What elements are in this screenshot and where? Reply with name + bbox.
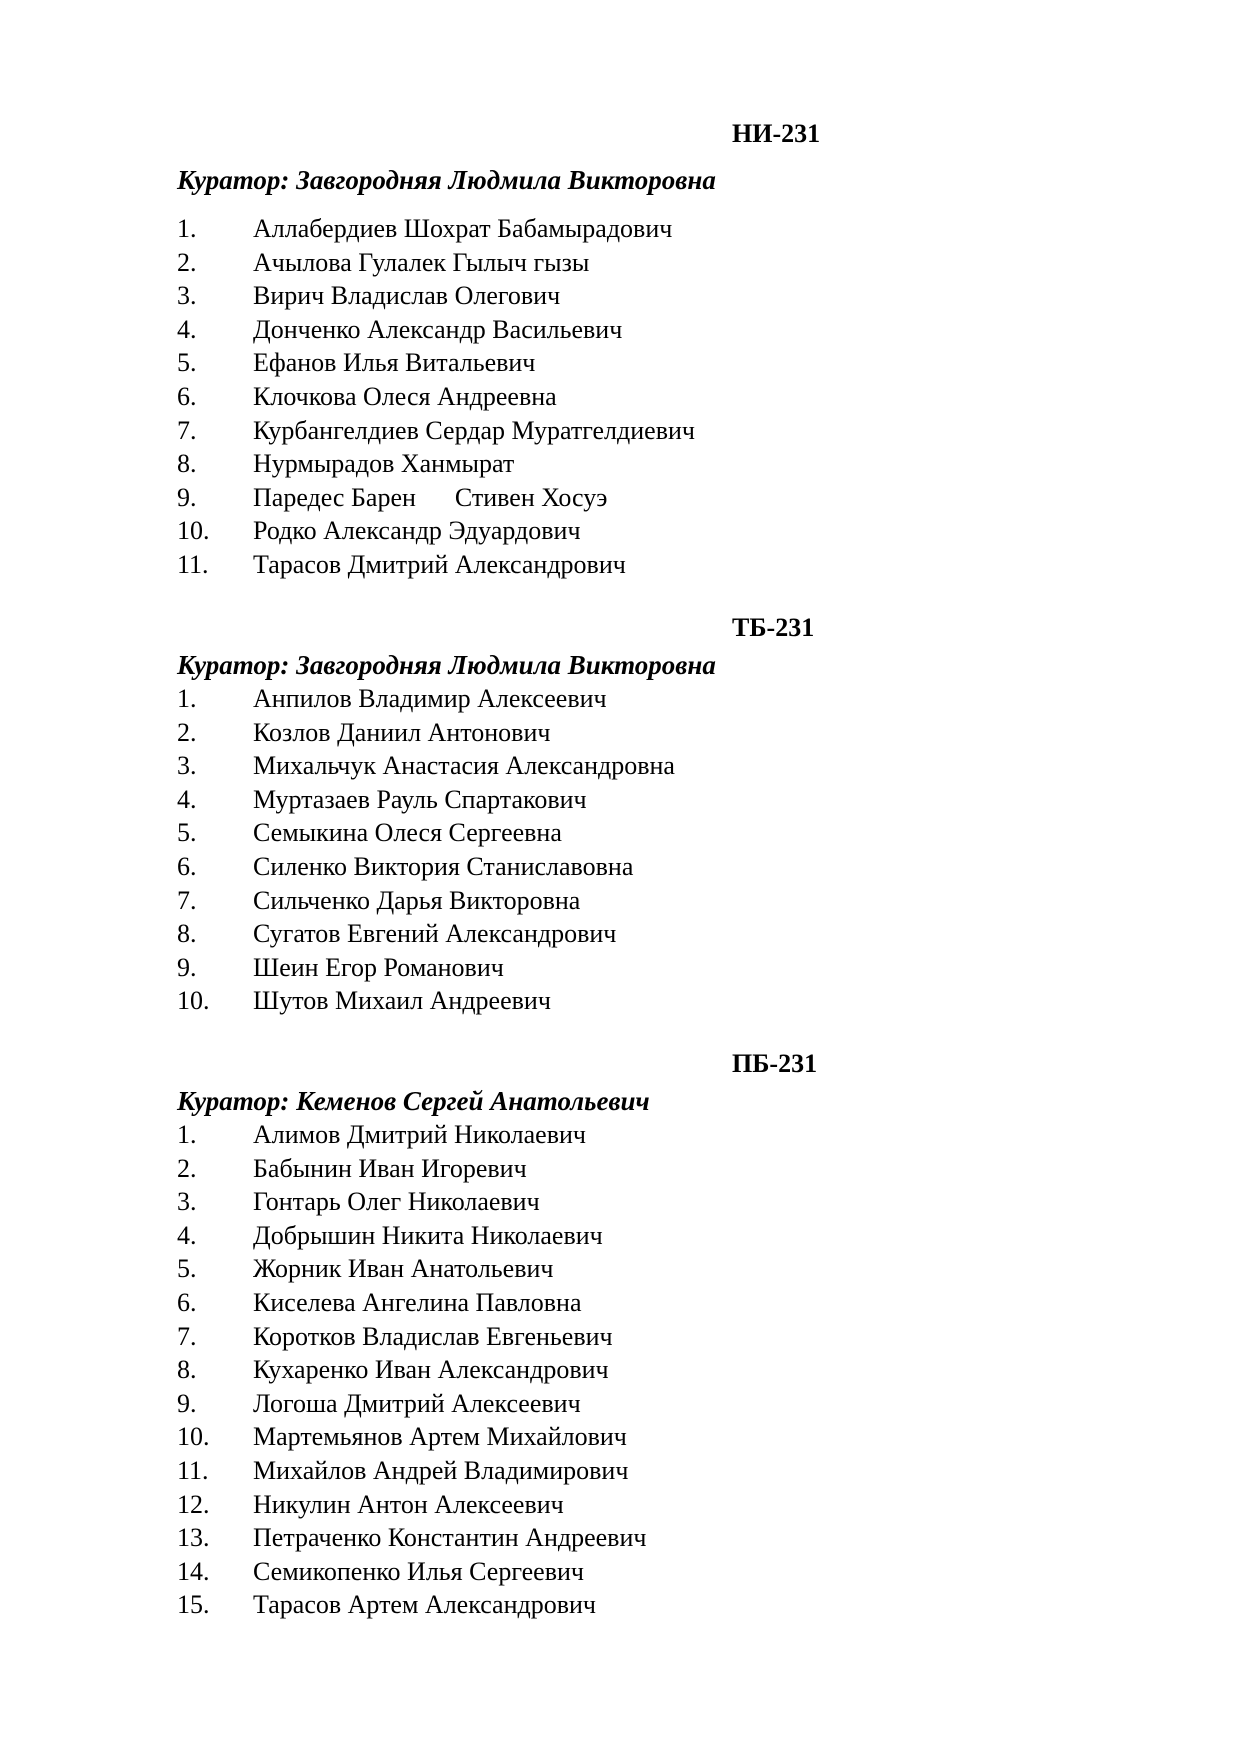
group-title-text: НИ-231	[732, 119, 821, 148]
student-name: Шутов Михаил Андреевич	[253, 986, 551, 1016]
item-number: 7.	[177, 415, 197, 445]
student-name: Ачылова Гулалек Гылыч гызы	[253, 247, 590, 277]
item-number: 3.	[177, 1187, 197, 1217]
student-name: Семыкина Олеся Сергеевна	[253, 818, 562, 848]
student-name: Клочкова Олеся Андреевна	[253, 381, 557, 411]
item-number: 9.	[177, 952, 197, 982]
item-number: 4.	[177, 784, 197, 814]
student-name: Мартемьянов Артем Михайлович	[253, 1422, 627, 1452]
group-title	[177, 612, 877, 644]
student-name: Михальчук Анастасия Александровна	[253, 751, 675, 781]
item-number: 2.	[177, 1153, 197, 1183]
student-name: Киселева Ангелина Павловна	[253, 1287, 582, 1317]
student-name: Паредес Барен Стивен Хосуэ	[253, 482, 608, 512]
group-title-text: ТБ-231	[732, 613, 815, 642]
student-name: Алимов Дмитрий Николаевич	[253, 1120, 586, 1149]
student-name: Петраченко Константин Андреевич	[253, 1523, 647, 1553]
student-name: Вирич Владислав Олегович	[253, 281, 561, 311]
item-number: 6.	[177, 1287, 197, 1317]
item-number: 13.	[177, 1523, 210, 1553]
item-number: 14.	[177, 1556, 210, 1586]
item-number: 3.	[177, 751, 197, 781]
student-name: Логоша Дмитрий Алексеевич	[253, 1388, 581, 1418]
item-number: 9.	[177, 1388, 197, 1418]
student-name: Сугатов Евгений Александрович	[253, 919, 617, 949]
student-name: Михайлов Андрей Владимирович	[253, 1455, 629, 1485]
item-number: 4.	[177, 314, 197, 344]
item-number: 12.	[177, 1489, 210, 1519]
student-name: Никулин Антон Алексеевич	[253, 1489, 564, 1519]
student-name: Курбангелдиев Сердар Муратгелдиевич	[253, 415, 695, 445]
student-name: Кухаренко Иван Александрович	[253, 1355, 609, 1385]
student-name: Донченко Александр Васильевич	[253, 314, 623, 344]
curator-line: Куратор: Завгородняя Людмила Викторовна	[177, 650, 716, 680]
student-name: Ефанов Илья Витальевич	[253, 348, 536, 378]
item-number: 6.	[177, 851, 197, 881]
group-title	[177, 118, 877, 150]
student-name: Бабынин Иван Игоревич	[253, 1153, 527, 1183]
item-number: 11.	[177, 1455, 209, 1485]
item-number: 5.	[177, 818, 197, 848]
item-number: 11.	[177, 549, 209, 579]
student-name: Муртазаев Рауль Спартакович	[253, 784, 587, 814]
student-name: Жорник Иван Анатольевич	[253, 1254, 554, 1284]
item-number: 1.	[177, 1120, 197, 1149]
student-name: Нурмырадов Ханмырат	[253, 449, 515, 479]
item-number: 3.	[177, 281, 197, 311]
student-name: Семикопенко Илья Сергеевич	[253, 1556, 584, 1586]
item-number: 8.	[177, 1355, 197, 1385]
student-name: Родко Александр Эдуардович	[253, 516, 581, 546]
item-number: 5.	[177, 1254, 197, 1284]
student-name: Козлов Даниил Антонович	[253, 717, 551, 747]
student-name: Тарасов Дмитрий Александрович	[253, 549, 626, 579]
group-title-text: ПБ-231	[732, 1049, 818, 1078]
item-number: 1.	[177, 684, 197, 713]
student-name: Шеин Егор Романович	[253, 952, 504, 982]
student-name: Анпилов Владимир Алексеевич	[253, 684, 607, 713]
item-number: 5.	[177, 348, 197, 378]
student-name: Тарасов Артем Александрович	[253, 1590, 597, 1620]
curator-line: Куратор: Завгородняя Людмила Викторовна	[177, 165, 716, 195]
item-number: 2.	[177, 717, 197, 747]
item-number: 7.	[177, 1321, 197, 1351]
item-number: 8.	[177, 919, 197, 949]
student-name: Силенко Виктория Станиславовна	[253, 851, 634, 881]
item-number: 10.	[177, 986, 210, 1016]
group-title	[177, 1048, 877, 1080]
item-number: 10.	[177, 1422, 210, 1452]
item-number: 9.	[177, 482, 197, 512]
item-number: 8.	[177, 449, 197, 479]
item-number: 10.	[177, 516, 210, 546]
curator-line: Куратор: Кеменов Сергей Анатольевич	[177, 1086, 650, 1116]
item-number: 4.	[177, 1220, 197, 1250]
item-number: 6.	[177, 381, 197, 411]
student-name: Сильченко Дарья Викторовна	[253, 885, 581, 915]
item-number: 2.	[177, 247, 197, 277]
student-name: Коротков Владислав Евгеньевич	[253, 1321, 613, 1351]
student-name: Гонтарь Олег Николаевич	[253, 1187, 540, 1217]
student-name: Добрышин Никита Николаевич	[253, 1220, 603, 1250]
item-number: 7.	[177, 885, 197, 915]
item-number: 15.	[177, 1590, 210, 1620]
student-name: Аллабердиев Шохрат Бабамырадович	[253, 214, 673, 243]
item-number: 1.	[177, 214, 197, 243]
